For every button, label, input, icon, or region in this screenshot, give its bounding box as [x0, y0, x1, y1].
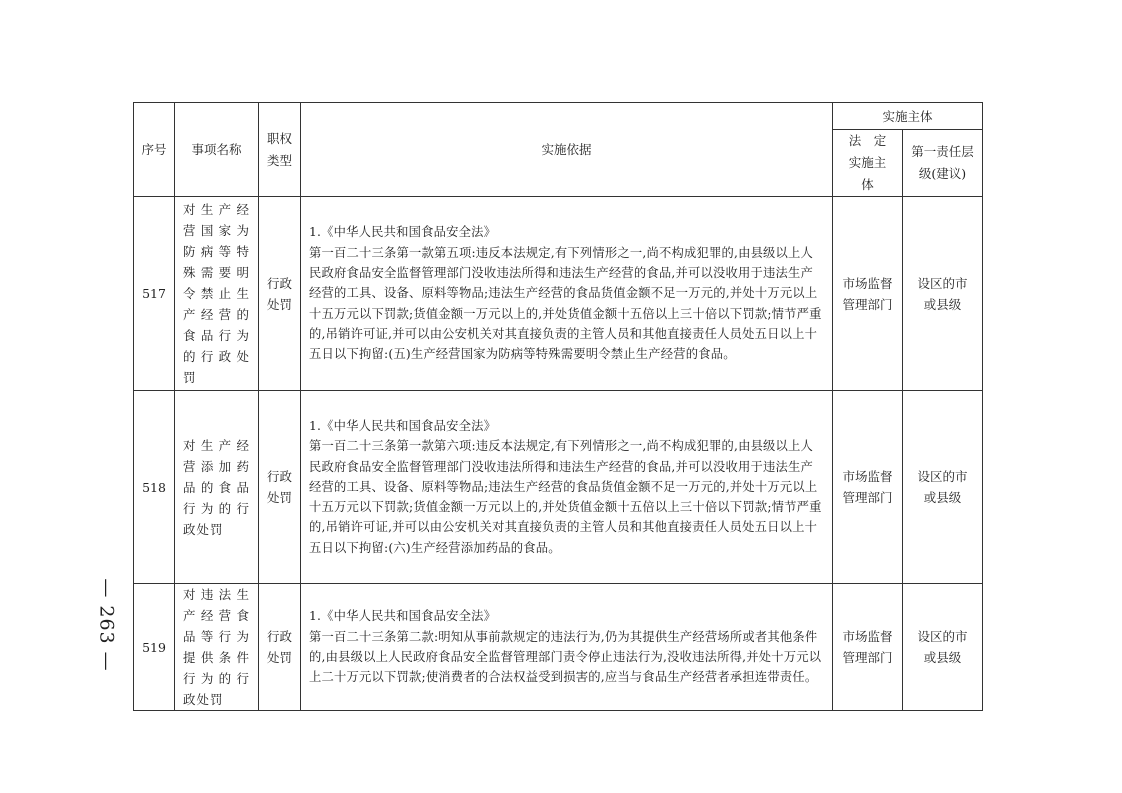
row-item-name: 对生产经营添加药品的食品行为的行政处罚	[175, 391, 259, 584]
enforcement-items-table	[133, 102, 983, 711]
page-number-text: — 263 —	[96, 578, 119, 672]
table-row	[134, 197, 983, 391]
basis-law-title: 1.《中华人民共和国食品安全法》	[309, 609, 497, 624]
row-item-name: 对生产经营国家为防病等特殊需要明令禁止生产经营的食品行为的行政处罚	[175, 197, 259, 391]
row-seq: 517	[134, 197, 175, 391]
row-item-name: 对违法生产经营食品等行为提供条件行为的行政处罚	[175, 584, 259, 711]
row-first-responsibility: 设区的市或县级	[903, 391, 983, 584]
row-power-type: 行政处罚	[259, 391, 301, 584]
row-seq: 519	[134, 584, 175, 711]
table-row	[134, 391, 983, 584]
header-power-type: 职权类型	[259, 103, 301, 197]
basis-article-text: 第一百二十三条第一款第六项:违反本法规定,有下列情形之一,尚不构成犯罪的,由县级以上人民政府食品安全监督管理部门没收违法所得和违法生产经营的食品,并可以没收用于违法生产经营的工具、设备、原料等物品;违法生产经营的食品货值金额不足一万元的,并处十万元以上十五万元以下罚款;货值金额一万元以上的,并处货值金额十五倍以上三十倍以下罚款;情节严重的,吊销许可证,并可以由公安机关对其直接负责的主管人员和其他直接责任人员处五日以上十五日以下拘留:(六)生产经营添加药品的食品。	[309, 439, 822, 555]
basis-law-title: 1.《中华人民共和国食品安全法》	[309, 418, 497, 433]
row-first-responsibility: 设区的市或县级	[903, 584, 983, 711]
basis-article-text: 第一百二十三条第一款第五项:违反本法规定,有下列情形之一,尚不构成犯罪的,由县级以上人民政府食品安全监督管理部门没收违法所得和违法生产经营的食品,并可以没收用于违法生产经营的工具、设备、原料等物品;违法生产经营的食品货值金额不足一万元的,并处十万元以上十五万元以下罚款;货值金额一万元以上的,并处货值金额十五倍以上三十倍以下罚款;情节严重的,吊销许可证,并可以由公安机关对其直接负责的主管人员和其他直接责任人员处五日以上十五日以下拘留:(五)生产经营国家为防病等特殊需要明令禁止生产经营的食品。	[309, 245, 822, 362]
row-legal-subject: 市场监督管理部门	[833, 197, 903, 391]
basis-law-title: 1.《中华人民共和国食品安全法》	[309, 225, 497, 240]
header-item-name: 事项名称	[175, 103, 259, 197]
header-subject: 实施主体	[833, 103, 983, 130]
row-basis	[301, 197, 833, 391]
page-number	[92, 560, 122, 690]
row-power-type: 行政处罚	[259, 584, 301, 711]
row-power-type: 行政处罚	[259, 197, 301, 391]
row-legal-subject: 市场监督管理部门	[833, 391, 903, 584]
header-first-responsibility: 第一责任层级(建议)	[903, 130, 983, 197]
row-basis	[301, 584, 833, 711]
row-legal-subject: 市场监督管理部门	[833, 584, 903, 711]
header-legal-subject: 法 定实施主体	[833, 130, 903, 197]
table-header-row	[134, 103, 983, 130]
row-seq: 518	[134, 391, 175, 584]
header-seq: 序号	[134, 103, 175, 197]
table-row	[134, 584, 983, 711]
basis-article-text: 第一百二十三条第二款:明知从事前款规定的违法行为,仍为其提供生产经营场所或者其他条件的,由县级以上人民政府食品安全监督管理部门责令停止违法行为,没收违法所得,并处十万元以上二十万元以下罚款;使消费者的合法权益受到损害的,应当与食品生产经营者承担连带责任。	[309, 629, 822, 685]
row-first-responsibility: 设区的市或县级	[903, 197, 983, 391]
row-basis	[301, 391, 833, 584]
header-basis: 实施依据	[301, 103, 833, 197]
